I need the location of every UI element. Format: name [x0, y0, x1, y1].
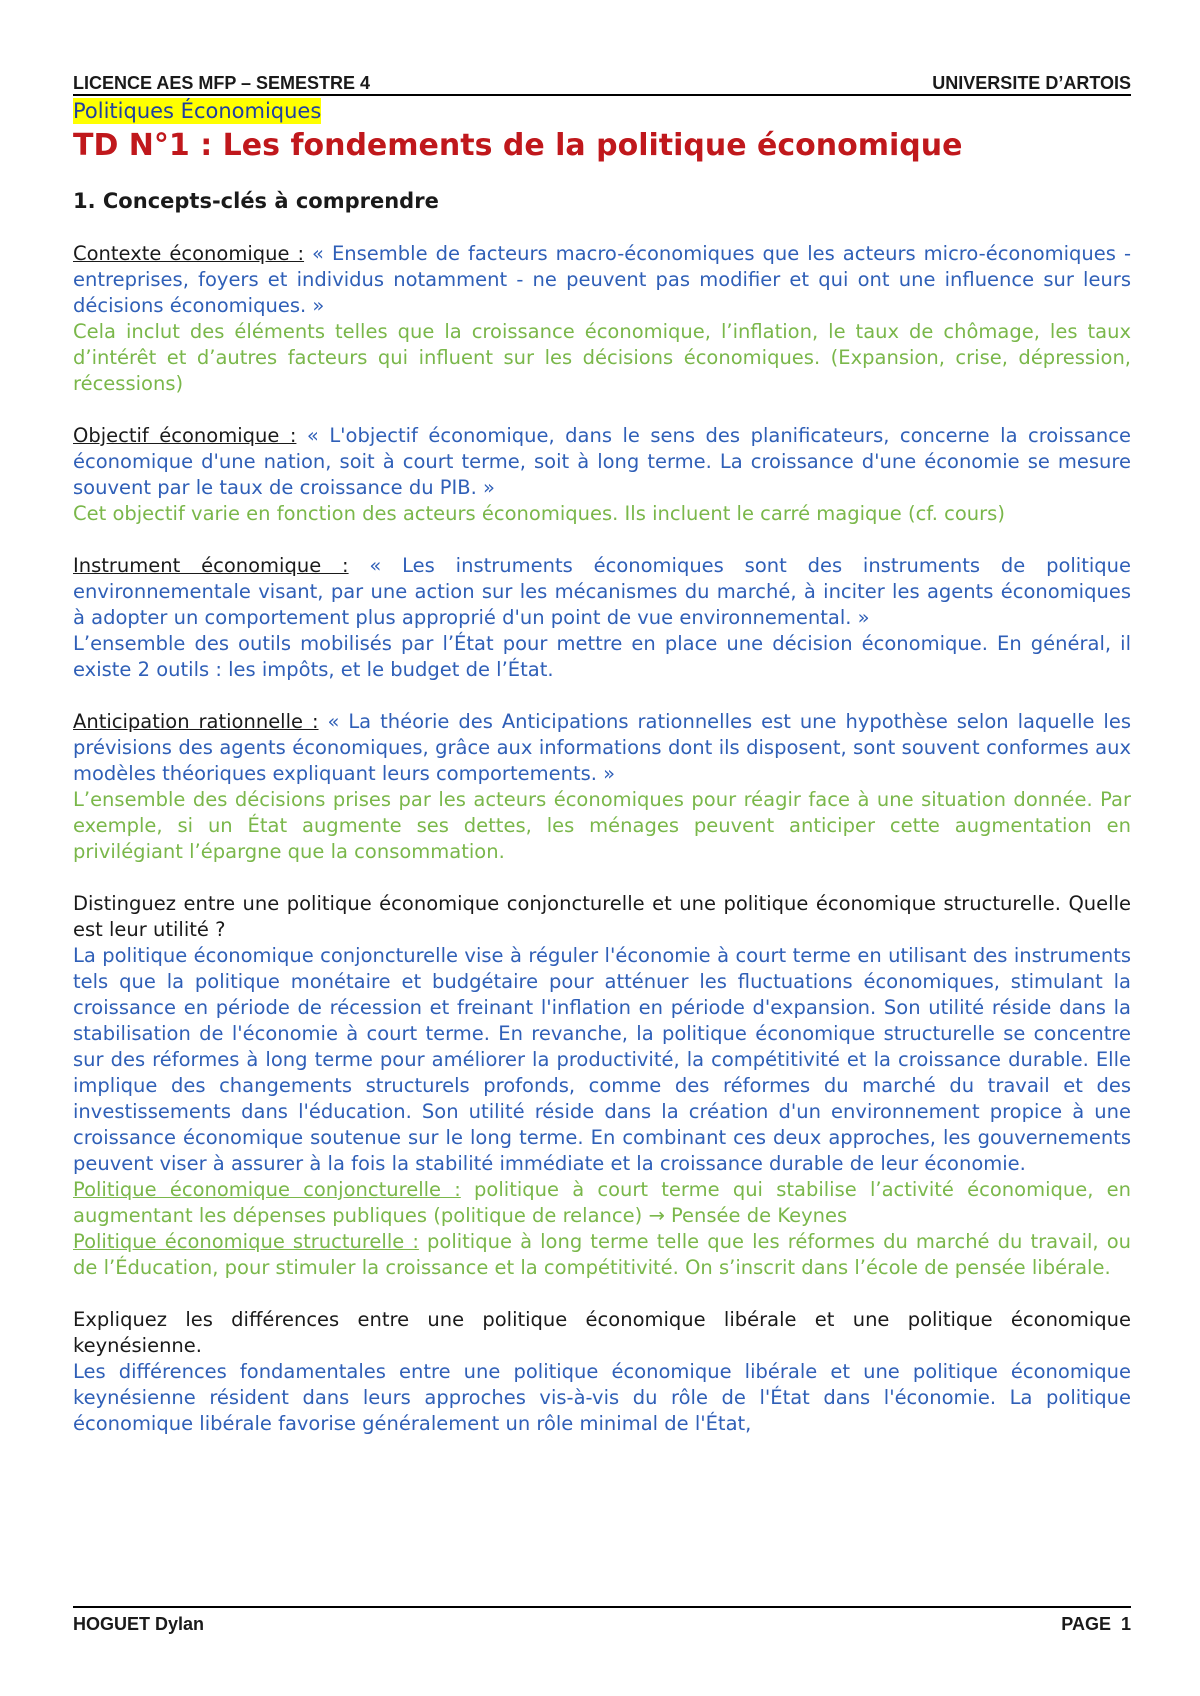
- page-number-label: [1061, 1612, 1131, 1636]
- concept-note: L’ensemble des décisions prises par les acteurs économiques pour réagir face à une situation donnée. Par exemple, si un État augmente ses dettes, les ménages peuvent anticiper cette augmentation en privilégiant l’épargne que la consommation.: [73, 788, 1131, 863]
- note-term: Politique économique conjoncturelle :: [73, 1178, 461, 1201]
- definition-text: « Les instruments économiques sont des instruments de politique environnementale visant, par une action sur les mécanismes du marché, à inciter les agents économiques à adopter un comportement plus approprié d'un point de vue environnemental. »: [73, 554, 1132, 629]
- spacer: [73, 215, 1131, 241]
- concept-term: Objectif économique :: [73, 424, 297, 447]
- concept-definition: [73, 709, 1131, 787]
- page-label: PAGE: [1061, 1614, 1111, 1634]
- concept-block: [73, 553, 1131, 683]
- arrow-icon: →: [648, 1204, 665, 1227]
- header-left: LICENCE AES MFP – SEMESTRE 4: [73, 73, 371, 93]
- spacer: [73, 397, 1131, 423]
- concept-term: Anticipation rationnelle :: [73, 710, 319, 733]
- question-block: [73, 891, 1131, 1281]
- note-term: Politique économique structurelle :: [73, 1230, 419, 1253]
- concept-term: Contexte économique :: [73, 242, 305, 265]
- concept-term: Instrument économique :: [73, 554, 349, 577]
- question-text: Expliquez les différences entre une politique économique libérale et une politique économique keynésienne.: [73, 1308, 1131, 1357]
- spacer: [73, 1281, 1131, 1307]
- concept-note: Cet objectif varie en fonction des acteurs économiques. Ils incluent le carré magique (cf. cours): [73, 502, 1005, 525]
- concept-note: L’ensemble des outils mobilisés par l’État pour mettre en place une décision économique. En général, il existe 2 outils : les impôts, et le budget de l’État.: [73, 632, 1131, 681]
- answer-text: La politique économique conjoncturelle vise à réguler l'économie à court terme en utilisant des instruments tels que la politique monétaire et budgétaire pour atténuer les fluctuations économiques, stimulant la croissance en période de récession et freinant l'inflation en période d'expansion. Son utilité réside dans la stabilisation de l'économie à court terme. En revanche, la politique économique structurelle se concentre sur des réformes à long terme pour améliorer la productivité, la compétitivité et la croissance durable. Elle implique des changements structurels profonds, comme des réformes du marché du travail et des investissements dans l'éducation. Son utilité réside dans la création d'un environnement propice à une croissance économique soutenue sur le long terme. En combinant ces deux approches, les gouvernements peuvent viser à assurer à la fois la stabilité immédiate et la croissance durable de leur économie.: [73, 944, 1131, 1175]
- spacer: [73, 683, 1131, 709]
- spacer: [73, 527, 1131, 553]
- question-block: [73, 1307, 1131, 1437]
- section-heading: 1. Concepts-clés à comprendre: [73, 189, 439, 213]
- note-text: politique à court terme qui stabilise l’activité économique, en augmentant les dépenses publiques (politique de relance): [73, 1178, 1131, 1227]
- page-header: [73, 70, 1131, 96]
- course-label: Politiques Économiques: [73, 99, 322, 123]
- spacer: [73, 865, 1131, 891]
- page-footer: [73, 1606, 1131, 1636]
- page-title: TD N°1 : Les fondements de la politique économique: [73, 128, 963, 163]
- concept-note: Cela inclut des éléments telles que la croissance économique, l’inflation, le taux de chômage, les taux d’intérêt et d’autres facteurs qui influent sur les décisions économiques. (Expansion, crise, dépression, récessions): [73, 320, 1131, 395]
- definition-text: « L'objectif économique, dans le sens des planificateurs, concerne la croissance économique d'une nation, soit à court terme, soit à long terme. La croissance d'une économie se mesure souvent par le taux de croissance du PIB. »: [73, 424, 1132, 499]
- concept-block: [73, 423, 1131, 527]
- answer-text: Les différences fondamentales entre une politique économique libérale et une politique économique keynésienne résident dans leurs approches vis-à-vis du rôle de l'État dans l'économie. La politique économique libérale favorise généralement un rôle minimal de l'État,: [73, 1360, 1131, 1435]
- footer-author: HOGUET Dylan: [73, 1614, 205, 1634]
- structurelle-note: [73, 1229, 1131, 1281]
- note-text: politique à long terme telle que les réformes du marché du travail, ou de l’Éducation, pour stimuler la croissance et la compétitivité. On s’inscrit dans l’école de pensée libérale.: [73, 1230, 1132, 1279]
- concept-block: [73, 709, 1131, 865]
- concept-definition: [73, 241, 1131, 319]
- definition-text: « La théorie des Anticipations rationnelles est une hypothèse selon laquelle les prévisions des agents économiques, grâce aux informations dont ils disposent, sont souvent conformes aux modèles théoriques expliquant leurs comportements. »: [73, 710, 1132, 785]
- concept-definition: [73, 553, 1131, 631]
- definition-text: « Ensemble de facteurs macro-économiques que les acteurs micro-économiques - entreprises, foyers et individus notamment - ne peuvent pas modifier et qui ont une influence sur leurs décisions économiques. »: [73, 242, 1131, 317]
- header-right: UNIVERSITE D’ARTOIS: [932, 73, 1131, 93]
- question-text: Distinguez entre une politique économique conjoncturelle et une politique économique structurelle. Quelle est leur utilité ?: [73, 892, 1131, 941]
- note-text: Pensée de Keynes: [664, 1204, 848, 1227]
- page-number: 1: [1120, 1614, 1131, 1634]
- concept-block: [73, 241, 1131, 397]
- page-content: [73, 98, 1131, 1437]
- conjoncturelle-note: [73, 1177, 1131, 1229]
- concept-definition: [73, 423, 1131, 501]
